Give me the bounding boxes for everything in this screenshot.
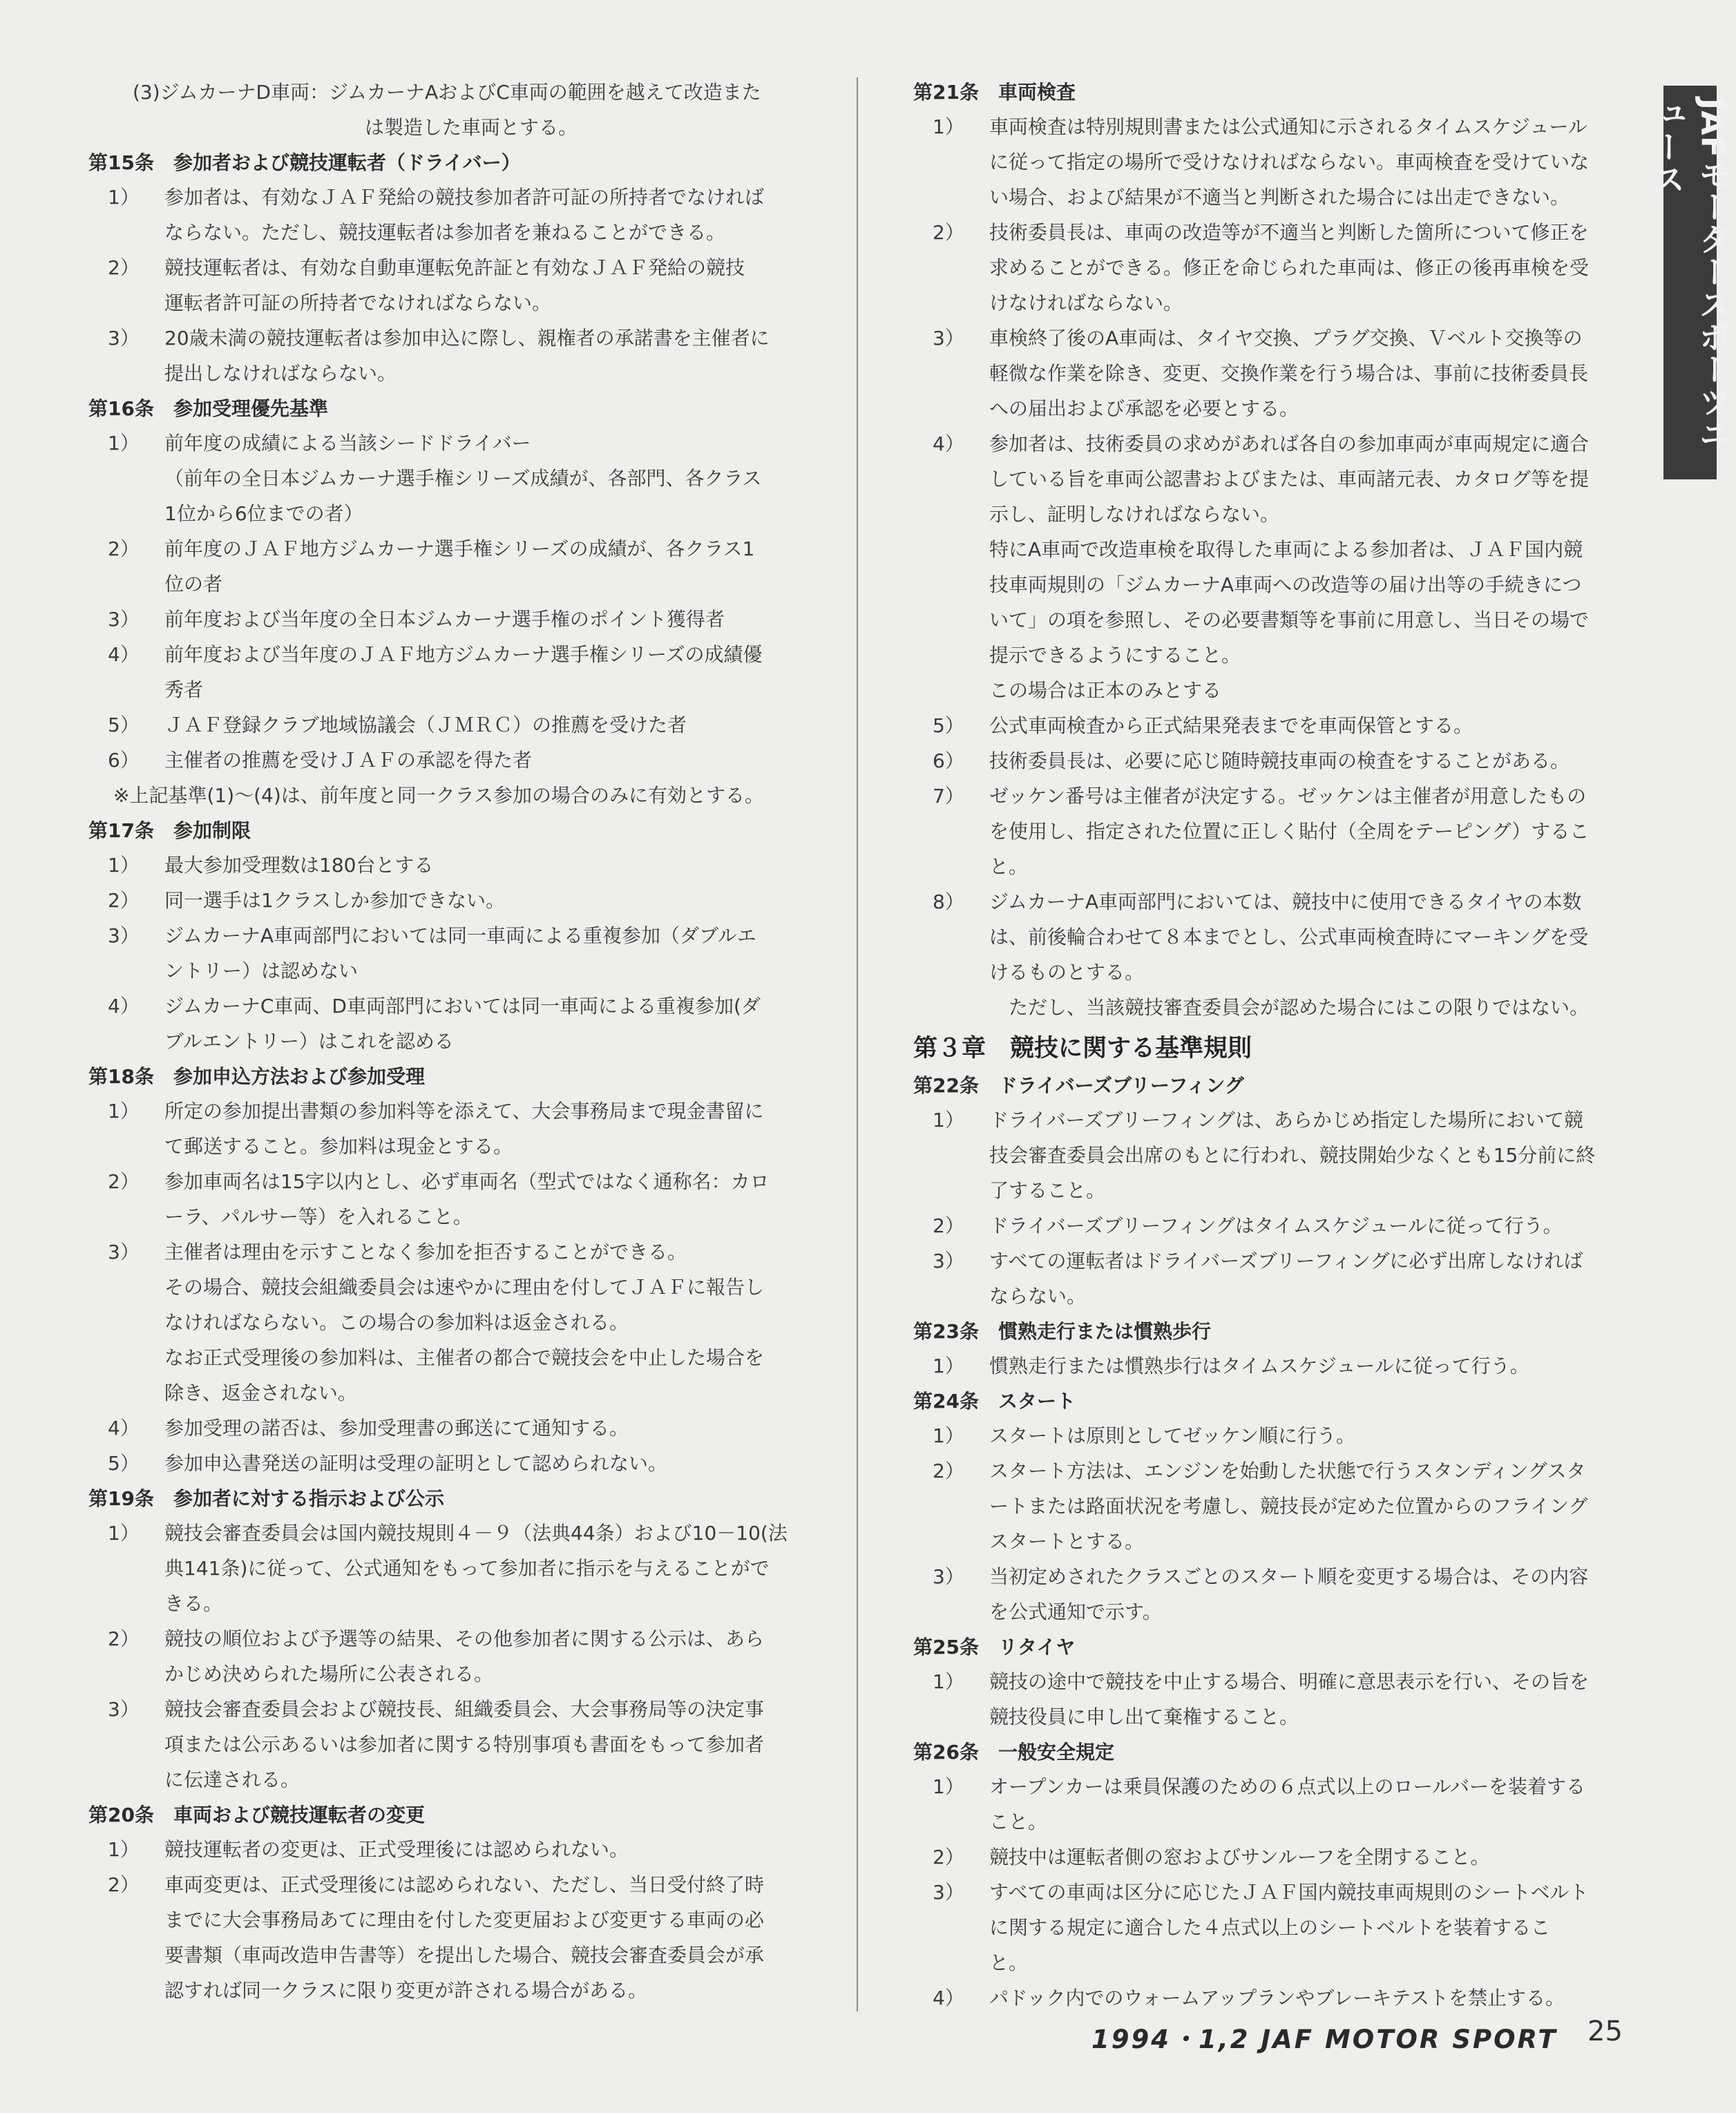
clause-item — [108, 743, 815, 778]
clause-text-line: 1位から6位までの者） — [164, 502, 363, 525]
article-heading: 第19条 参加者に対する指示および公示 — [88, 1487, 444, 1510]
clause-item — [108, 250, 815, 321]
clause-number: 7） — [933, 785, 964, 807]
clause-text-line: ジムカーナC車両、D車両部門においては同一車両による重複参加(ダ — [164, 995, 761, 1017]
chapter-heading: 第３章 競技に関する基準規則 — [913, 1035, 1252, 1062]
section-side-tab: JAFモータースポーツニュース — [1663, 86, 1717, 479]
clause-text-line: なければならない。この場合の参加料は返金される。 — [164, 1311, 629, 1334]
clause-item — [933, 708, 1618, 743]
clause-item — [108, 1093, 815, 1164]
clause-text-line: に関する規定に適合した４点式以上のシートベルトを装着するこ — [989, 1916, 1551, 1939]
clause-text-line: けなければならない。 — [989, 291, 1183, 314]
clause-text-line: 技術委員長は、車両の改造等が不適当と判断した箇所について修正を — [989, 221, 1589, 244]
clause-number: 2） — [108, 1873, 140, 1896]
clause-number: 5） — [933, 714, 964, 737]
clause-number: 4） — [933, 432, 964, 455]
clause-text-line: スタート方法は、エンジンを始動した状態で行うスタンディングスタ — [989, 1460, 1586, 1482]
clause-text-line: 項または公示あるいは参加者に関する特別事項も書面をもって参加者 — [164, 1733, 765, 1756]
clause-text-line: すべての車両は区分に応じたＪＡＦ国内競技車両規則のシートベルト — [989, 1881, 1589, 1904]
clause-number: 3） — [933, 1881, 964, 1904]
article-heading: 第22条 ドライバーズブリーフィング — [913, 1074, 1244, 1097]
clause-text-line: 参加申込書発送の証明は受理の証明として認められない。 — [164, 1452, 668, 1475]
clause-text-line: この場合は正本のみとする — [989, 679, 1222, 702]
clause-text-line: きる。 — [164, 1592, 223, 1615]
clause-item — [108, 1692, 815, 1797]
clause-text-line: 当初定めされたクラスごとのスタート順を変更する場合は、その内容 — [989, 1565, 1589, 1588]
clause-text-line: 提出しなければならない。 — [164, 362, 397, 385]
clause-number: 1） — [933, 115, 964, 138]
clause-text-line: ートまたは路面状況を考慮し、競技長が定めた位置からのフライング — [989, 1495, 1588, 1518]
article-heading: 第23条 慣熟走行または慣熟歩行 — [913, 1320, 1211, 1343]
clause-text-line: 競技の順位および予選等の結果、その他参加者に関する公示は、あら — [164, 1627, 765, 1650]
clause-text-line: 競技の途中で競技を中止する場合、明確に意思表示を行い、その旨を — [989, 1670, 1590, 1693]
clause-item — [108, 1867, 815, 2008]
clause-text-line: ならない。 — [989, 1285, 1087, 1308]
clause-item — [108, 1446, 815, 1481]
clause-number: 1） — [108, 432, 140, 455]
clause-text-line: 前年度および当年度の全日本ジムカーナ選手権のポイント獲得者 — [164, 608, 725, 631]
clause-number: 3） — [933, 327, 964, 350]
clause-text-line: ドライバーズブリーフィングは、あらかじめ指定した場所において競 — [989, 1109, 1583, 1131]
clause-text-line: すべての運転者はドライバーズブリーフィングに必ず出席しなければ — [989, 1250, 1583, 1272]
clause-text-line: ジムカーナA車両部門においては同一車両による重複参加（ダブルエ — [164, 924, 756, 947]
page-number: 25 — [1587, 2016, 1623, 2047]
clause-number: 2） — [108, 537, 140, 560]
clause-text-line: て郵送すること。参加料は現金とする。 — [164, 1135, 513, 1158]
clause-text-line: 運転者許可証の所持者でなければならない。 — [164, 291, 552, 314]
clause-number: 3） — [108, 1698, 140, 1721]
clause-text-line: スタートは原則としてゼッケン順に行う。 — [989, 1424, 1356, 1447]
clause-text-line: 車両変更は、正式受理後には認められない、ただし、当日受付終了時 — [164, 1873, 765, 1896]
clause-item — [933, 1453, 1618, 1559]
clause-item — [108, 1832, 815, 1867]
clause-number: 2） — [933, 1846, 964, 1868]
clause-text-line: 主催者は理由を示すことなく参加を拒否することができる。 — [164, 1241, 687, 1263]
paragraph-line: ※上記基準(1)〜(4)は、前年度と同一クラス参加の場合のみに有効とする。 — [113, 784, 764, 807]
clause-number: 1） — [933, 1670, 964, 1693]
clause-text-line: ならない。ただし、競技運転者は参加者を兼ねることができる。 — [164, 221, 726, 244]
clause-item — [108, 988, 815, 1059]
clause-item — [933, 426, 1618, 708]
clause-number: 3） — [108, 924, 140, 947]
clause-item — [933, 1348, 1618, 1384]
clause-item — [108, 918, 815, 988]
clause-text-line: 示し、証明しなければならない。 — [989, 503, 1280, 526]
clause-text-line: 技会審査委員会出席のもとに行われ、競技開始少なくとも15分前に終 — [989, 1144, 1596, 1167]
left-column — [88, 75, 815, 2008]
clause-text-line: ブルエントリー）はこれを認める — [164, 1030, 454, 1053]
clause-text-line: ドライバーズブリーフィングはタイムスケジュールに従って行う。 — [989, 1214, 1563, 1237]
clause-number: 1） — [933, 1775, 964, 1798]
clause-number: 2） — [108, 889, 140, 912]
clause-text-line: 位の者 — [164, 573, 223, 595]
right-column — [913, 75, 1618, 2016]
clause-text-line: 了すること。 — [989, 1179, 1106, 1202]
clause-text-line: 競技中は運転者側の窓およびサンルーフを全閉すること。 — [989, 1846, 1490, 1868]
clause-text-line: ＪＡＦ登録クラブ地域協議会（ＪＭＲＣ）の推薦を受けた者 — [164, 714, 687, 736]
clause-text-line: 前年度の成績による当該シードドライバー — [164, 432, 531, 455]
clause-text-line: こと。 — [989, 1810, 1048, 1833]
clause-text-line: 参加車両名は15字以内とし、必ず車両名（型式ではなく通称名：カロ — [164, 1170, 770, 1193]
clause-text-line: なお正式受理後の参加料は、主催者の都合で競技会を中止した場合を — [164, 1346, 765, 1369]
clause-number: 3） — [933, 1250, 964, 1272]
clause-number: 2） — [108, 1627, 140, 1650]
clause-text-line: 軽微な作業を除き、変更、交換作業を行う場合は、事前に技術委員長 — [989, 362, 1588, 385]
clause-item — [933, 743, 1618, 778]
clause-item — [933, 1559, 1618, 1629]
clause-item — [108, 531, 815, 602]
clause-number: 1） — [108, 186, 140, 209]
clause-text-line: スタートとする。 — [989, 1530, 1145, 1553]
clause-text-line: 競技運転者は、有効な自動車運転免許証と有効なＪＡＦ発給の競技 — [164, 256, 745, 279]
clause-number: 1） — [108, 1838, 140, 1861]
clause-item — [108, 1164, 815, 1234]
clause-item — [933, 1839, 1618, 1875]
clause-text-line: オープンカーは乗員保護のための６点式以上のロールバーを装着する — [989, 1775, 1585, 1798]
clause-number: 2） — [108, 256, 140, 279]
paragraph — [88, 75, 815, 145]
clause-number: 1） — [108, 854, 140, 877]
clause-number: 1） — [108, 1100, 140, 1122]
clause-text-line: に従って指定の場所で受けなければならない。車両検査を受けていな — [989, 151, 1590, 173]
clause-number: 4） — [933, 1987, 964, 2009]
clause-number: 2） — [933, 1460, 964, 1482]
clause-text-line: 技術委員長は、必要に応じ随時競技車両の検査をすることがある。 — [989, 749, 1570, 772]
clause-text-line: 最大参加受理数は180台とする — [164, 854, 434, 877]
clause-text-line: と。 — [989, 1951, 1029, 1974]
article-heading: 第24条 スタート — [913, 1390, 1076, 1413]
clause-text-line: 競技役員に申し出て棄権すること。 — [989, 1705, 1299, 1728]
clause-number: 2） — [933, 1214, 964, 1237]
clause-item — [108, 1516, 815, 1621]
clause-number: 1） — [933, 1355, 964, 1377]
clause-item — [933, 1664, 1618, 1734]
article-heading: 第26条 一般安全規定 — [913, 1741, 1114, 1763]
clause-text-line: 同一選手は1クラスしか参加できない。 — [164, 889, 505, 912]
clause-text-line: と。 — [989, 855, 1029, 878]
clause-item — [108, 637, 815, 707]
clause-item — [933, 215, 1618, 321]
clause-text-line: に伝達される。 — [164, 1768, 301, 1791]
article-heading: 第18条 参加申込方法および参加受理 — [88, 1065, 425, 1088]
clause-text-line: パドック内でのウォームアップランやブレーキテストを禁止する。 — [989, 1987, 1565, 2009]
clause-text-line: 競技運転者の変更は、正式受理後には認められない。 — [164, 1838, 629, 1861]
clause-text-line: 慣熟走行または慣熟歩行はタイムスケジュールに従って行う。 — [989, 1355, 1529, 1377]
clause-item — [933, 1769, 1618, 1839]
article-heading: 第21条 車両検査 — [913, 81, 1076, 104]
clause-text-line: 参加受理の諾否は、参加受理書の郵送にて通知する。 — [164, 1417, 629, 1440]
clause-text-line: 参加者は、技術委員の求めがあれば各自の参加車両が車両規定に適合 — [989, 432, 1590, 455]
clause-text-line: 前年度および当年度のＪＡＦ地方ジムカーナ選手権シリーズの成績優 — [164, 643, 763, 666]
clause-text-line: 技車両規則の「ジムカーナA車両への改造等の届け出等の手続きにつ — [989, 573, 1582, 596]
clause-text-line: 要書類（車両改造申告書等）を提出した場合、競技会審査委員会が承 — [164, 1944, 765, 1967]
clause-item — [108, 1234, 815, 1411]
clause-number: 1） — [933, 1109, 964, 1131]
clause-text-line: その場合、競技会組織委員会は速やかに理由を付してＪＡＦに報告し — [164, 1276, 765, 1299]
clause-item — [933, 109, 1618, 215]
clause-number: 5） — [108, 714, 140, 736]
clause-text-line: 20歳未満の競技運転者は参加申込に際し、親権者の承諾書を主催者に — [164, 327, 770, 350]
clause-text-line: までに大会事務局あてに理由を付した変更届および変更する車両の必 — [164, 1909, 765, 1931]
clause-text-line: ーラ、パルサー等）を入れること。 — [164, 1205, 473, 1228]
clause-text-line: 参加者は、有効なＪＡＦ発給の競技参加者許可証の所持者でなければ — [164, 186, 765, 209]
clause-number: 4） — [108, 995, 140, 1017]
clause-item — [933, 1980, 1618, 2016]
clause-text-line: 競技会審査委員会および競技長、組織委員会、大会事務局等の決定事 — [164, 1698, 765, 1721]
clause-item — [933, 778, 1618, 884]
clause-item — [933, 1208, 1618, 1243]
clause-item — [933, 1102, 1618, 1208]
clause-item — [108, 321, 815, 391]
clause-item — [933, 321, 1618, 426]
clause-text-line: 所定の参加提出書類の参加料等を添えて、大会事務局まで現金書留に — [164, 1100, 764, 1122]
clause-text-line: けるものとする。 — [989, 961, 1145, 984]
clause-text-line: 認すれば同一クラスに限り変更が許される場合がある。 — [164, 1979, 648, 2002]
clause-number: 1） — [933, 1424, 964, 1447]
clause-item — [933, 1418, 1618, 1453]
clause-text-line: 除き、返金されない。 — [164, 1381, 357, 1404]
paragraph — [88, 778, 815, 813]
clause-item — [933, 1243, 1618, 1314]
clause-text-line: ジムカーナA車両部門においては、競技中に使用できるタイヤの本数 — [989, 890, 1582, 913]
clause-number: 3） — [108, 608, 140, 631]
clause-number: 5） — [108, 1452, 140, 1475]
clause-text-line: い場合、および結果が不適当と判断された場合には出走できない。 — [989, 186, 1570, 209]
clause-number: 6） — [108, 749, 140, 772]
column-divider — [857, 77, 858, 2011]
clause-text-line: 主催者の推薦を受けＪＡＦの承認を得た者 — [164, 749, 533, 772]
clause-text-line: 競技会審査委員会は国内競技規則４－９（法典44条）および10－10(法 — [164, 1522, 788, 1545]
clause-text-line: 求めることができる。修正を命じられた車両は、修正の後再車検を受 — [989, 256, 1590, 279]
clause-text-line: 前年度のＪＡＦ地方ジムカーナ選手権シリーズの成績が、各クラス1 — [164, 537, 755, 560]
clause-text-line: ただし、当該競技審査委員会が認めた場合にはこの限りではない。 — [989, 996, 1590, 1019]
article-heading: 第20条 車両および競技運転者の変更 — [88, 1804, 425, 1826]
clause-item — [108, 883, 815, 918]
clause-text-line: （前年の全日本ジムカーナ選手権シリーズ成績が、各部門、各クラス — [164, 467, 762, 490]
clause-text-line: 公式車両検査から正式結果発表までを車両保管とする。 — [989, 714, 1473, 737]
clause-text-line: は、前後輪合わせて８本までとし、公式車両検査時にマーキングを受 — [989, 926, 1589, 948]
clause-text-line: を使用し、指定された位置に正しく貼付（全周をテーピング）するこ — [989, 820, 1590, 843]
clause-number: 3） — [108, 1241, 140, 1263]
clause-text-line: 特にA車両で改造車検を取得した車両による参加者は、ＪＡＦ国内競 — [989, 538, 1583, 561]
article-heading: 第17条 参加制限 — [88, 819, 251, 842]
clause-item — [933, 1875, 1618, 1980]
clause-text-line: 秀者 — [164, 678, 204, 701]
clause-number: 4） — [108, 1417, 140, 1440]
clause-text-line: ゼッケン番号は主催者が決定する。ゼッケンは主催者が用意したもの — [989, 785, 1587, 807]
clause-item — [933, 884, 1618, 1025]
clause-item — [108, 848, 815, 883]
clause-text-line: かじめ決められた場所に公表される。 — [164, 1663, 494, 1685]
clause-text-line: 車検終了後のA車両は、タイヤ交換、プラグ交換、Ｖベルト交換等の — [989, 327, 1583, 350]
clause-text-line: している旨を車両公認書およびまたは、車両諸元表、カタログ等を提 — [989, 468, 1590, 490]
clause-number: 4） — [108, 643, 140, 666]
clause-text-line: への届出および承認を必要とする。 — [989, 397, 1299, 420]
clause-text-line: を公式通知で示す。 — [989, 1600, 1162, 1623]
article-heading: 第15条 参加者および競技運転者（ドライバー） — [88, 151, 521, 174]
clause-number: 3） — [933, 1565, 964, 1588]
clause-text-line: 車両検査は特別規則書または公式通知に示されるタイムスケジュール — [989, 115, 1587, 138]
clause-number: 6） — [933, 749, 964, 772]
clause-item — [108, 1621, 815, 1692]
paragraph-line: は製造した車両とする。 — [365, 116, 578, 139]
clause-item — [108, 426, 815, 531]
clause-item — [108, 180, 815, 250]
article-heading: 第16条 参加受理優先基準 — [88, 397, 328, 420]
clause-text-line: 提示できるようにすること。 — [989, 644, 1241, 667]
clause-text-line: 典141条)に従って、公式通知をもって参加者に指示を与えることがで — [164, 1557, 770, 1580]
clause-text-line: ントリー）は認めない — [164, 959, 359, 982]
clause-item — [108, 602, 815, 637]
clause-number: 2） — [933, 221, 964, 244]
article-heading: 第25条 リタイヤ — [913, 1636, 1076, 1658]
magazine-footer: 1994・1,2 JAF MOTOR SPORT — [1091, 2025, 1558, 2054]
clause-item — [108, 1411, 815, 1446]
clause-number: 2） — [108, 1170, 140, 1193]
clause-text-line: いて」の項を参照し、その必要書類等を事前に用意し、当日その場で — [989, 609, 1590, 631]
clause-number: 8） — [933, 890, 964, 913]
paragraph-line: (3)ジムカーナD車両：ジムカーナAおよびC車両の範囲を越えて改造また — [133, 81, 761, 104]
clause-item — [108, 707, 815, 743]
clause-number: 3） — [108, 327, 140, 350]
clause-number: 1） — [108, 1522, 140, 1545]
